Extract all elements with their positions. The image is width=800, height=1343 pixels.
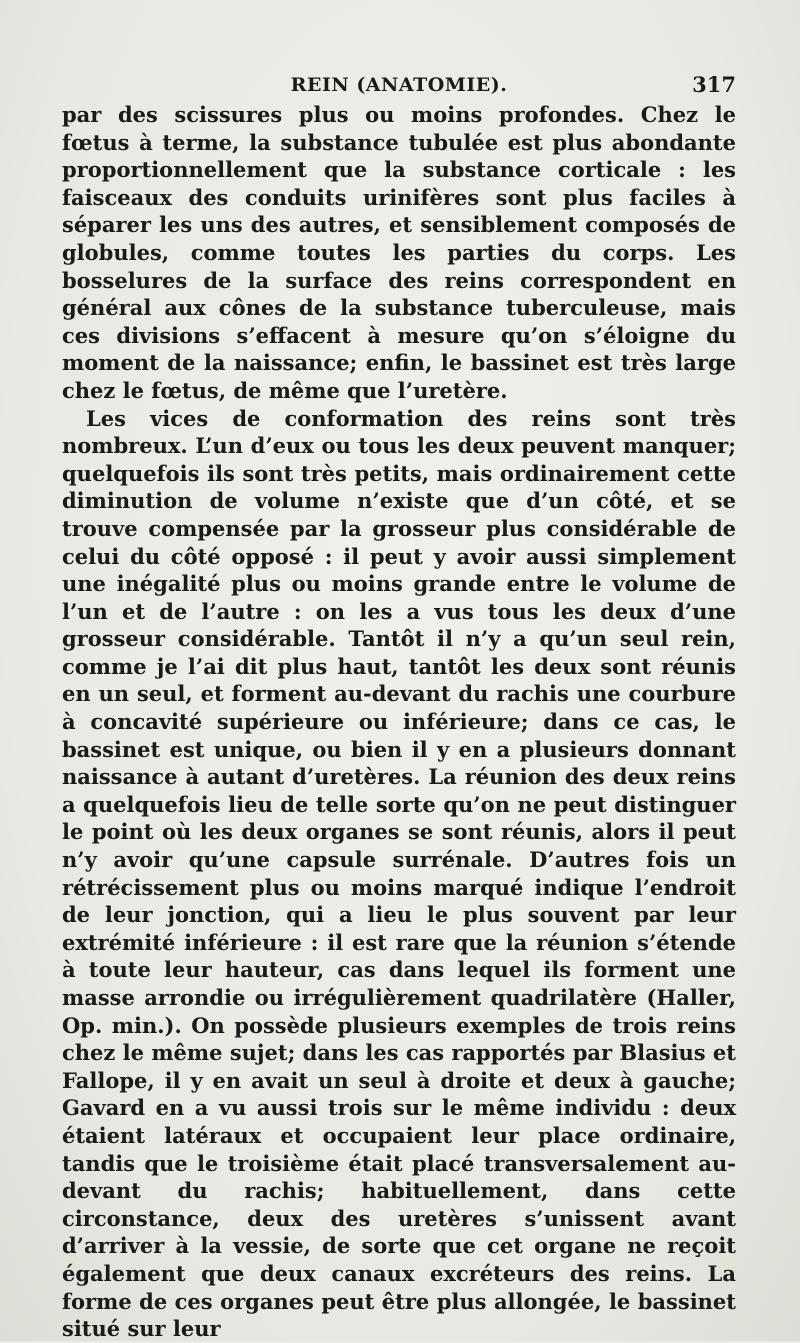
body-text (62, 101, 736, 1343)
paragraph-2: Les vices de conformation des reins sont très nombreux. L’un d’eux ou tous les deux peuvent manquer; quelquefois ils sont très petits, mais ordinairement cette diminution de volume n’existe que d’un côté, et se trouve compensée par la grosseur plus considérable de celui du côté opposé : il peut y avoir aussi simplement une inégalité plus ou moins grande entre le volume de l’un et de l’autre : on les a vus tous les deux d’une grosseur considérable. Tantôt il n’y a qu’un seul rein, comme je l’ai dit plus haut, tantôt les deux sont réunis en un seul, et forment au-devant du rachis une courbure à concavité supérieure ou inférieure; dans ce cas, le bassinet est unique, ou bien il y en a plusieurs donnant naissance à autant d’uretères. La réunion des deux reins a quelquefois lieu de telle sorte qu’on ne peut distinguer le point où les deux organes se sont réunis, alors il peut n’y avoir qu’une capsule surrénale. D’autres fois un rétrécissement plus ou moins marqué indique l’endroit de leur jonction, qui a lieu le plus souvent par leur extrémité inférieure : il est rare que la réunion s’étende à toute leur hauteur, cas dans lequel ils forment une masse arrondie ou irrégulièrement quadrilatère (Haller, Op. min.). On possède plusieurs exemples de trois reins chez le même sujet; dans les cas rapportés par Blasius et Fallope, il y en avait un seul à droite et deux à gauche; Gavard en a vu aussi trois sur le même individu : deux étaient latéraux et occupaient leur place ordinaire, tandis que le troisième était placé transversalement au-devant du rachis; habituellement, dans cette circonstance, deux des uretères s’unissent avant d’arriver à la vessie, de sorte que cet organe ne reçoit également que deux canaux excréteurs des reins. La forme de ces organes peut être plus allongée, le bassinet situé sur leur (62, 405, 736, 1342)
paragraph-1: par des scissures plus ou moins profondes. Chez le fœtus à terme, la substance tubulée est plus abondante proportionnellement que la substance corticale : les faisceaux des conduits urinifères sont plus faciles à séparer les uns des autres, et sensiblement composés de globules, comme toutes les parties du corps. Les bosselures de la surface des reins correspondent en général aux cônes de la substance tuberculeuse, mais ces divisions s’effacent à mesure qu’on s’éloigne du moment de la naissance; enfin, le bassinet est très large chez le fœtus, de même que l’uretère. (62, 102, 736, 403)
page-header (62, 70, 736, 100)
page-number: 317 (692, 72, 736, 97)
running-head: REIN (ANATOMIE). (290, 74, 508, 96)
